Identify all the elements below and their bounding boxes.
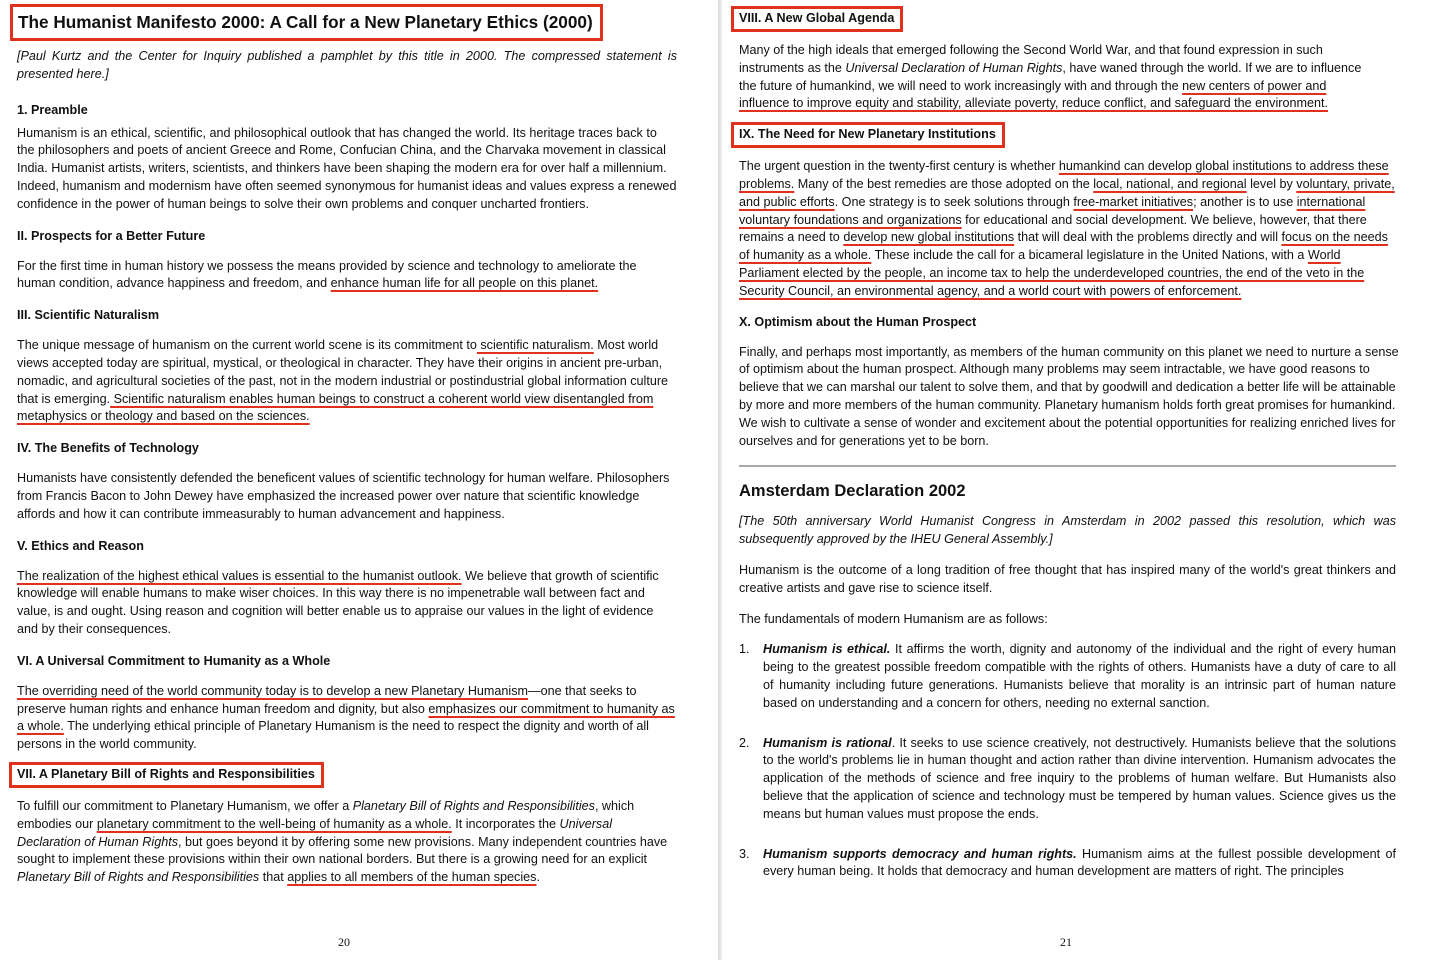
amsterdam-fundamentals-lead: The fundamentals of modern Humanism are as follows: — [739, 611, 1048, 626]
section-text-optimism: Finally, and perhaps most importantly, as members of the human community on this planet we need to nurture a sense of optimism about the human prospect. Although many problems may seem intractable, we have good reasons to believe that we can marshal our talent to solve them, and that by goodwill and dedication a better life will be attainable by more and more members of the human community. Planetary humanism holds forth great promises for humankind. We wish to cultivate a sense of wonder and excitement about the potential opportunities for realizing enriched lives for ourselves and for generations yet to be born. — [739, 344, 1399, 448]
section-heading-global-agenda: VIII. A New Global Agenda — [731, 6, 903, 32]
page-right — [722, 0, 1456, 960]
list-number: 2. — [739, 735, 750, 750]
amsterdam-title: Amsterdam Declaration 2002 — [739, 482, 966, 501]
section-divider — [739, 465, 1396, 467]
highlight-underline: humankind can develop global institutions to address these problems. — [739, 159, 1389, 191]
section-text-institutions: The urgent question in the twenty-first century is whether humankind can develop global institutions to address these problems. Many of the best remedies are those adopted on the local, national, and regional level by voluntary, private, and public efforts. One strategy is to seek solutions through free-market initiatives; another is to use international voluntary foundations and organizations for educational and social development. We believe, however, that there remains a need to develop new global institutions that will deal with the problems directly and will focus on the needs of humanity as a whole. These include the call for a bicameral legislature in the United Nations, with a World Parliament elected by the people, an income tax to help the underdeveloped countries, the end of the veto in the Security Council, an environmental agency, and a world court with powers of enforcement. — [739, 159, 1395, 298]
highlight-underline: free-market initiatives — [1073, 194, 1194, 209]
highlight-underline: applies to all members of the human species — [287, 870, 537, 885]
highlight-underline: planetary commitment to the well-being of humanity as a whole. — [96, 816, 452, 831]
list-number: 3. — [739, 846, 750, 861]
intro-note: [Paul Kurtz and the Center for Inquiry published a pamphlet by this title in 2000. The compressed statement is presented here.] — [17, 49, 677, 81]
list-item: 2. Humanism is rational. It seeks to use science creatively, not destructively. Humanists believe that the solutions to the world's problems lie in human thought and action rather than divine intervention. Humanism advocates the application of the methods of science and free inquiry to the problems of human welfare. But Humanists also believe that the application of science and technology must be tempered by human values. Science gives us the means but human values must propose the ends. — [739, 735, 1397, 821]
highlight-underline: scientific naturalism. — [476, 338, 594, 353]
list-item: 1. Humanism is ethical. It affirms the worth, dignity and autonomy of the individual and the right of every human being to the greatest possible freedom compatible with the rights of others. Humanists have a duty of care to all of humanity including future generations. Humanists believe that morality is an intrinsic part of human nature based on understanding and a concern for others, needing no external sanction. — [739, 642, 1397, 710]
section-text-global-agenda: Many of the high ideals that emerged following the Second World War, and that found expression in such instruments as the Universal Declaration of Human Rights, have waned through the world. If we are to influence the future of humankind, we will need to work increasingly with and through the new centers of power and influence to improve equity and stability, alleviate poverty, reduce conflict, and safeguard the environment. — [739, 43, 1362, 111]
highlight-underline: The overriding need of the world community today is to develop a new Planetary Humanism — [17, 683, 529, 698]
section-heading-prospects: II. Prospects for a Better Future — [17, 228, 206, 243]
section-heading-optimism: X. Optimism about the Human Prospect — [739, 314, 977, 329]
section-text-preamble: Humanism is an ethical, scientific, and philosophical outlook that has changed the world. Its heritage traces back to the philosophers and poets of ancient Greece and Rome, Confucian China, and the Charvaka movement in classical India. Humanist artists, writers, scientists, and thinkers have been shaping the modern era for over half a millennium. Indeed, humanism and modernism have often seemed synonymous for humanist ideas and values express a renewed confidence in the power of human beings to solve their own problems and conquer uncharted frontiers. — [17, 125, 677, 211]
highlight-underline: World Parliament elected by the people, an income tax to help the underdeveloped countries, the end of the veto in the Security Council, an environmental agency, and a world court with powers of enforcement. — [739, 248, 1365, 298]
section-heading-preamble: 1. Preamble — [17, 102, 88, 117]
highlight-underline: focus on the needs of humanity as a whole. — [739, 230, 1388, 263]
highlight-underline: Scientific naturalism enables human beings to construct a coherent world view disentangled from metaphysics or theology and based on the sciences. — [17, 391, 654, 424]
highlight-underline: new centers of power and influence to improve equity and stability, alleviate poverty, reduce conflict, and safeguard the environment. — [739, 78, 1328, 111]
highlight-underline: develop new global institutions — [843, 230, 1015, 245]
highlight-underline: The realization of the highest ethical values is essential to the humanist outlook. — [17, 568, 462, 583]
highlight-underline: enhance human life for all people on this planet. — [330, 276, 599, 291]
list-number: 1. — [739, 642, 750, 657]
document-title: The Humanist Manifesto 2000: A Call for a New Planetary Ethics (2000) — [10, 4, 603, 41]
highlight-underline: local, national, and regional — [1093, 176, 1247, 191]
section-text-technology: Humanists have consistently defended the beneficent values of scientific technology for human welfare. Philosophers from Francis Bacon to John Dewey have emphasized the increased power over nature that scientific knowledge affords and how it can contribute immeasurably to human advancement and happiness. — [17, 471, 670, 521]
section-text-prospects: For the first time in human history we possess the means provided by science and technology to ameliorate the human condition, advance happiness and freedom, and enhance human life for all people on this planet. — [17, 258, 637, 291]
section-text-commitment: The overriding need of the world community today is to develop a new Planetary Humanism—one that seeks to preserve human rights and enhance human freedom and dignity, but also emphasizes our commitment to humanity as a whole. The underlying ethical principle of Planetary Humanism is the need to respect the dignity and worth of all persons in the world community. — [17, 683, 675, 752]
section-text-ethics: The realization of the highest ethical values is essential to the humanist outlook. We believe that growth of scientific knowledge will enable humans to make wiser choices. In this way there is no impenetrable wall between fact and value, is and ought. Using reason and cognition will better enable us to appraise our values in the light of evidence and by their consequences. — [17, 568, 659, 636]
amsterdam-paragraph: Humanism is the outcome of a long tradition of free thought that has inspired many of the world's great thinkers and creative artists and gave rise to science itself. — [739, 562, 1396, 595]
list-item: 3. Humanism supports democracy and human rights. Humanism aims at the fullest possible development of every human being. It holds that democracy and human development are matters of right. The principles — [739, 846, 1396, 879]
highlight-underline: emphasizes our commitment to humanity as a whole. — [17, 701, 675, 734]
highlight-underline: international voluntary foundations and organizations — [739, 194, 1366, 227]
page-number-left: 20 — [338, 935, 350, 949]
section-heading-institutions: IX. The Need for New Planetary Institutions — [731, 122, 1005, 148]
section-heading-naturalism: III. Scientific Naturalism — [17, 308, 160, 323]
section-heading-commitment: VI. A Universal Commitment to Humanity as a Whole — [17, 653, 331, 668]
section-heading-bill-of-rights: VII. A Planetary Bill of Rights and Responsibilities — [9, 762, 324, 788]
section-heading-ethics: V. Ethics and Reason — [17, 538, 144, 553]
page-number-right: 21 — [1060, 935, 1072, 949]
section-text-naturalism: The unique message of humanism on the current world scene is its commitment to scientific naturalism. Most world views accepted today are spiritual, mystical, or theological in character. They have their origins in ancient pre-urban, nomadic, and agricultural societies of the past, not in the modern industrial or postindustrial global information culture that is emerging. Scientific naturalism enables human beings to construct a coherent world view disentangled from metaphysics or theology and based on the sciences. — [17, 338, 669, 424]
section-text-bill-of-rights: To fulfill our commitment to Planetary Humanism, we offer a Planetary Bill of Rights and Responsibilities, which embodies our planetary commitment to the well-being of humanity as a whole. It incorporates the Universal Declaration of Human Rights, but goes beyond it by offering some new provisions. Many independent countries have sought to implement these provisions within their own national borders. But there is a growing need for an explicit Planetary Bill of Rights and Responsibilities that applies to all members of the human species. — [17, 798, 668, 885]
section-heading-technology: IV. The Benefits of Technology — [17, 441, 199, 456]
page-left — [0, 0, 718, 960]
amsterdam-intro: [The 50th anniversary World Humanist Congress in Amsterdam in 2002 passed this resolution, which was subsequently approved by the IHEU General Assembly.] — [739, 514, 1396, 547]
highlight-underline: voluntary, private, and public efforts — [739, 176, 1395, 209]
